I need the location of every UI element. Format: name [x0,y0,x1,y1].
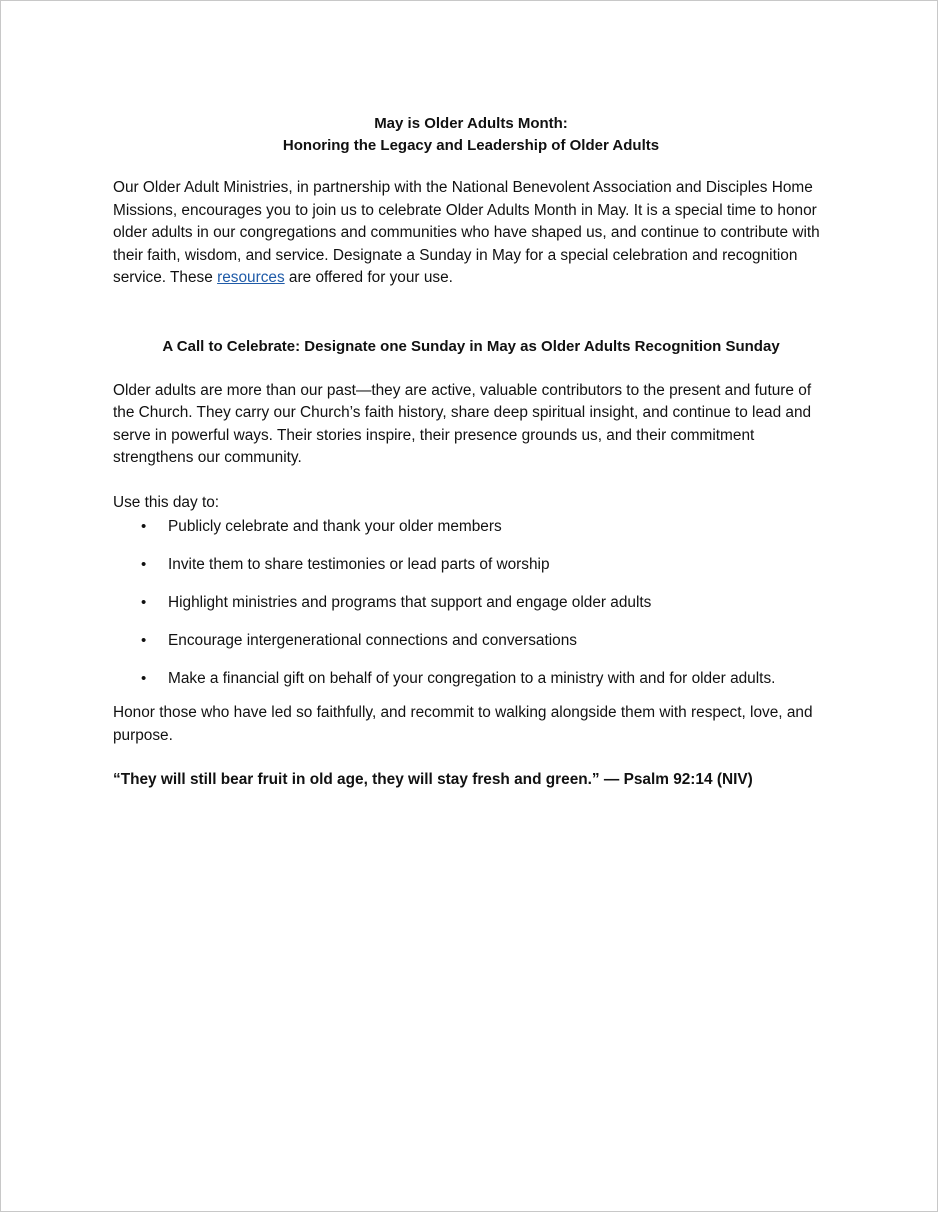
list-item [113,666,829,692]
use-label: Use this day to: [113,493,220,511]
bullet-icon: • [141,670,147,687]
list-item [113,514,829,540]
bullet-icon: • [141,518,147,535]
intro-text: Our Older Adult Ministries, in partnership with the National Benevolent Association and Disciples Home Missions, encourages you to join us to celebrate Older Adults Month in May. It is a special time to honor older adults in our congregations and communities who have shaped us, and continue to contribute with their faith, wisdom, and service. Designate a Sunday in May for a special celebration and recognition service. These [113,179,820,286]
list-item-text: Encourage intergenerational connections and conversations [168,632,577,649]
list-item [113,628,829,654]
scripture-quote: “They will still bear fruit in old age, they will stay fresh and green.” — Psalm 92:14 (NIV) [113,771,753,788]
section-heading: A Call to Celebrate: Designate one Sunday in May as Older Adults Recognition Sunday [162,337,780,355]
resources-link[interactable]: resources [217,269,285,286]
closing-paragraph: Honor those who have led so faithfully, and recommit to walking alongside them with respect, love, and purpose. [113,704,813,744]
bullet-icon: • [141,632,147,649]
intro-tail: are offered for your use. [284,269,453,286]
body-paragraph: Older adults are more than our past—they are active, valuable contributors to the present and future of the Church. They carry our Church’s faith history, share deep spiritual insight, and continue to lead and serve in powerful ways. Their stories inspire, their presence grounds us, and their commitment strengthens our community. [113,381,812,466]
title-line-1: May is Older Adults Month: [374,115,568,132]
document-content [113,113,829,792]
bullet-icon: • [141,556,147,573]
title-line-2: Honoring the Legacy and Leadership of Older Adults [282,137,660,154]
document-title [113,113,829,157]
list-item-text: Publicly celebrate and thank your older members [168,518,502,535]
intro-paragraph [113,177,829,290]
list-item-text: Invite them to share testimonies or lead parts of worship [168,556,550,573]
bullet-list [113,514,829,692]
bullet-icon: • [141,594,147,611]
list-item-text: Make a financial gift on behalf of your congregation to a ministry with and for older adults. [168,670,776,687]
list-item [113,552,829,578]
list-item-text: Highlight ministries and programs that support and engage older adults [168,594,652,611]
list-item [113,590,829,616]
